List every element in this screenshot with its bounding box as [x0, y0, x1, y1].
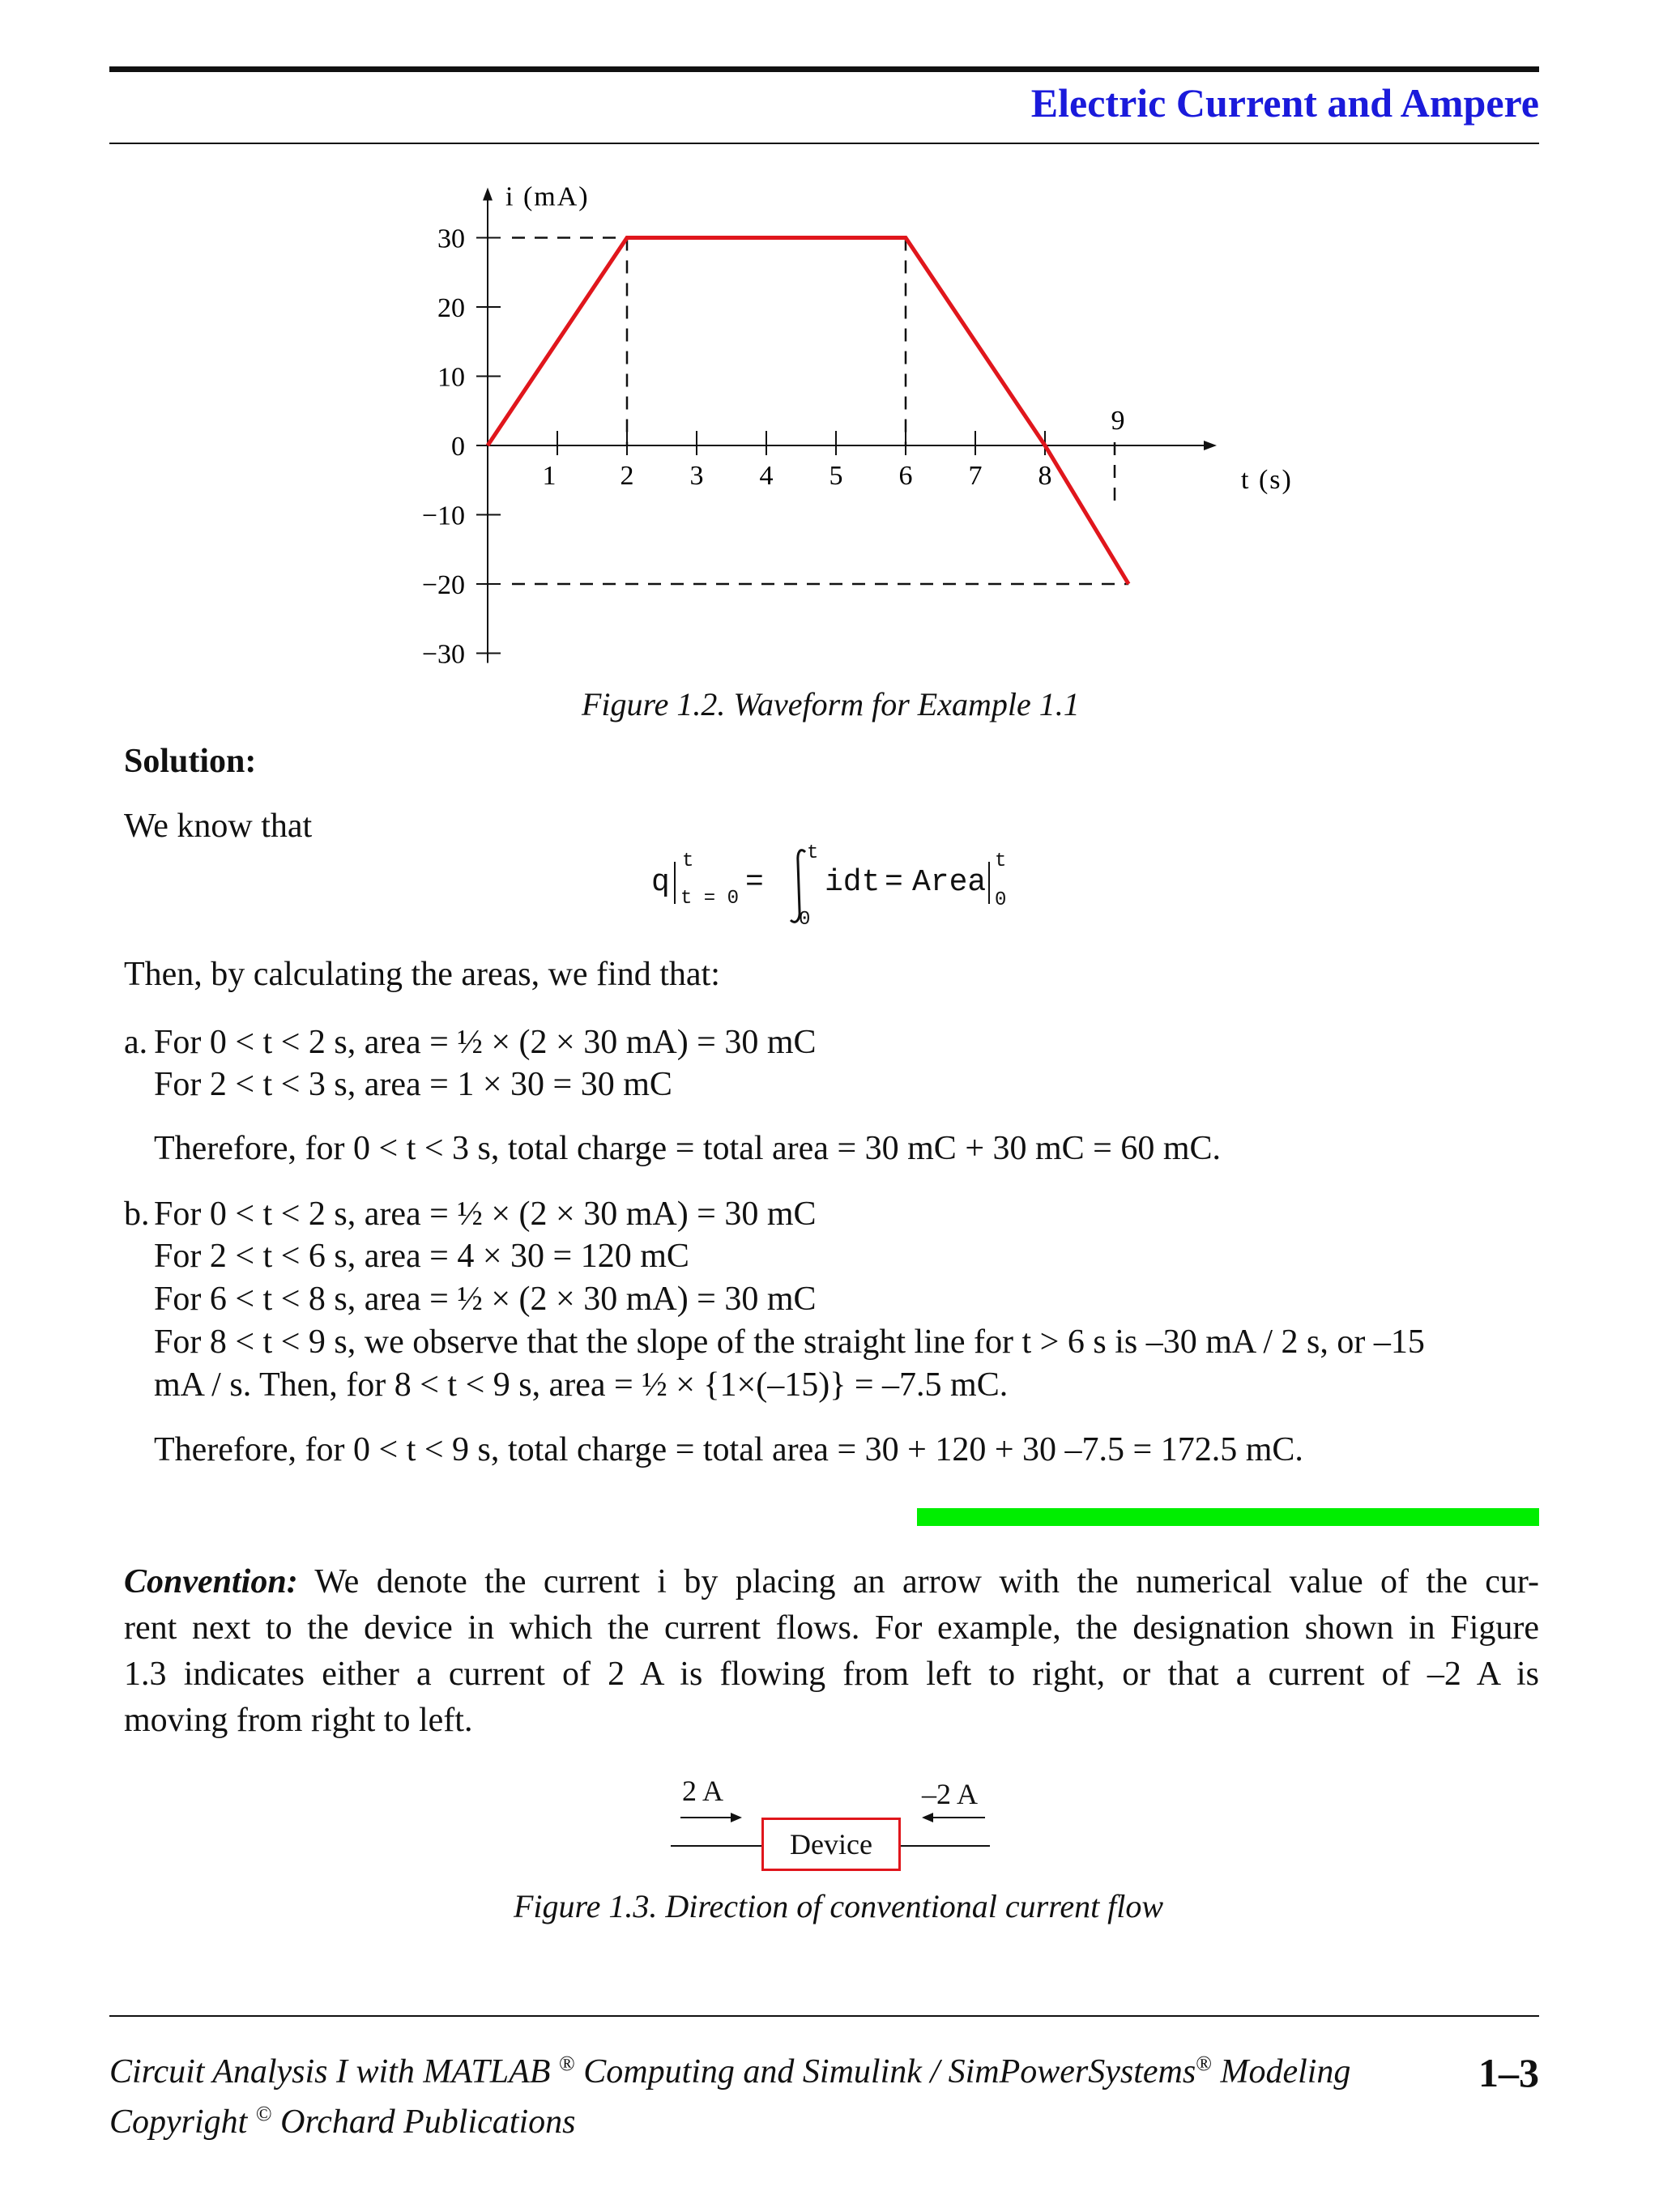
formula-integrand: idt [825, 865, 881, 900]
footer-line-2 [109, 2102, 575, 2142]
x-tick-label: 7 [968, 461, 983, 491]
page-number: 1–3 [1478, 2050, 1539, 2095]
convention-line-4: moving from right to left. [124, 1702, 473, 1739]
formula-area-sub: 0 [995, 889, 1007, 911]
y-tick-label: 0 [451, 432, 465, 462]
x-tick-label: 5 [829, 461, 843, 491]
y-axis-arrow-icon [483, 188, 493, 201]
footer-book-title-b: Computing and Simulink / SimPowerSystems [574, 2053, 1196, 2091]
x-tick-label: 9 [1111, 406, 1125, 436]
page-header-title: Electric Current and Ampere [1030, 80, 1539, 126]
formula-equals-1: = [745, 865, 764, 900]
item-b-label: b. [124, 1196, 150, 1233]
item-b-line-2: For 2 < t < 6 s, area = 4 × 30 = 120 mC [154, 1238, 689, 1275]
x-tick-label: 2 [620, 461, 634, 491]
item-b-line-3: For 6 < t < 8 s, area = ½ × (2 × 30 mA) = 30 mC [154, 1281, 817, 1318]
footer-publisher: Orchard Publications [271, 2103, 576, 2141]
formula-equals-2: = [885, 865, 903, 900]
left-arrow-icon [920, 1809, 987, 1826]
footer-line-1 [109, 2052, 1350, 2091]
x-tick-label: 6 [898, 461, 913, 491]
solution-heading: Solution: [124, 743, 257, 780]
formula-q-sub: t = 0 [680, 888, 740, 910]
current-waveform-line [488, 238, 1128, 585]
formula-area-sup: t [995, 850, 1007, 872]
solution-then: Then, by calculating the areas, we find that: [124, 956, 720, 993]
right-wire [901, 1845, 990, 1847]
right-current-label: –2 A [922, 1778, 979, 1810]
formula-eval-bar [674, 862, 676, 904]
integral-lower-limit: 0 [799, 909, 811, 931]
copyright-mark: © [255, 2102, 272, 2125]
item-a-line-2: For 2 < t < 3 s, area = 1 × 30 = 30 mC [154, 1066, 672, 1103]
convention-line-1-text: We denote the current i by placing an arrow with the numerical value of the cur- [314, 1563, 1539, 1600]
x-axis-label: t (s) [1241, 465, 1293, 495]
x-tick-label: 3 [689, 461, 704, 491]
charge-formula [640, 842, 1029, 940]
formula-area: Area [912, 865, 987, 900]
figure-1-2-caption: Figure 1.2. Waveform for Example 1.1 [582, 686, 1080, 722]
convention-paragraph [124, 1559, 1539, 1744]
formula-area-bar [988, 862, 990, 904]
formula-q: q [651, 865, 670, 900]
item-a-line-1: For 0 < t < 2 s, area = ½ × (2 × 30 mA) = 30 mC [154, 1024, 817, 1061]
convention-label: Convention: [124, 1563, 298, 1600]
figure-1-3-caption: Figure 1.3. Direction of conventional current flow [514, 1888, 1164, 1924]
footer-book-title-a: Circuit Analysis I with MATLAB [109, 2053, 551, 2091]
x-tick-label: 1 [542, 461, 557, 491]
y-axis-label: i (mA) [505, 181, 590, 212]
item-b-line-4: For 8 < t < 9 s, we observe that the slope of the straight line for t > 6 s is –30 mA / 2 s, or –15 [154, 1323, 1425, 1361]
y-tick-label: −20 [421, 570, 465, 600]
x-tick-label: 8 [1038, 461, 1052, 491]
footer-book-title-c: Modeling [1211, 2053, 1351, 2091]
item-a-label: a. [124, 1024, 148, 1061]
device-box: Device [761, 1818, 901, 1871]
green-highlight-bar [917, 1508, 1539, 1526]
y-tick-label: −10 [421, 501, 465, 531]
y-tick-label: 20 [437, 293, 465, 323]
registered-mark-2: ® [1196, 2052, 1212, 2075]
formula-q-sup: t [682, 850, 694, 872]
convention-line-1 [124, 1559, 1539, 1605]
registered-mark-1: ® [558, 2052, 575, 2075]
x-axis-arrow-icon [1204, 441, 1217, 450]
solution-intro: We know that [124, 808, 313, 845]
x-tick-label: 4 [759, 461, 774, 491]
convention-line-2: rent next to the device in which the current flows. For example, the designation shown in Figure [124, 1609, 1539, 1647]
item-a-therefore: Therefore, for 0 < t < 3 s, total charge = total area = 30 mC + 30 mC = 60 mC. [154, 1130, 1222, 1167]
item-b-line-1: For 0 < t < 2 s, area = ½ × (2 × 30 mA) = 30 mC [154, 1196, 817, 1233]
item-b-therefore: Therefore, for 0 < t < 9 s, total charge = total area = 30 + 120 + 30 –7.5 = 172.5 mC. [154, 1431, 1303, 1468]
y-tick-label: −30 [421, 639, 465, 670]
y-tick-label: 30 [437, 224, 465, 254]
item-b-line-5: mA / s. Then, for 8 < t < 9 s, area = ½ × {1×(–15)} = –7.5 mC. [154, 1366, 1009, 1404]
footer-rule [109, 2015, 1539, 2017]
convention-line-3: 1.3 indicates either a current of 2 A is flowing from left to right, or that a current of –2 A is [124, 1656, 1539, 1693]
left-current-label: 2 A [682, 1775, 724, 1807]
left-wire [671, 1845, 761, 1847]
footer-copyright-word: Copyright [109, 2103, 248, 2141]
device-figure [664, 1774, 1004, 1887]
waveform-chart [0, 0, 1659, 729]
y-tick-label: 10 [437, 362, 465, 393]
right-arrow-icon [679, 1809, 744, 1826]
integral-upper-limit: t [807, 842, 819, 864]
